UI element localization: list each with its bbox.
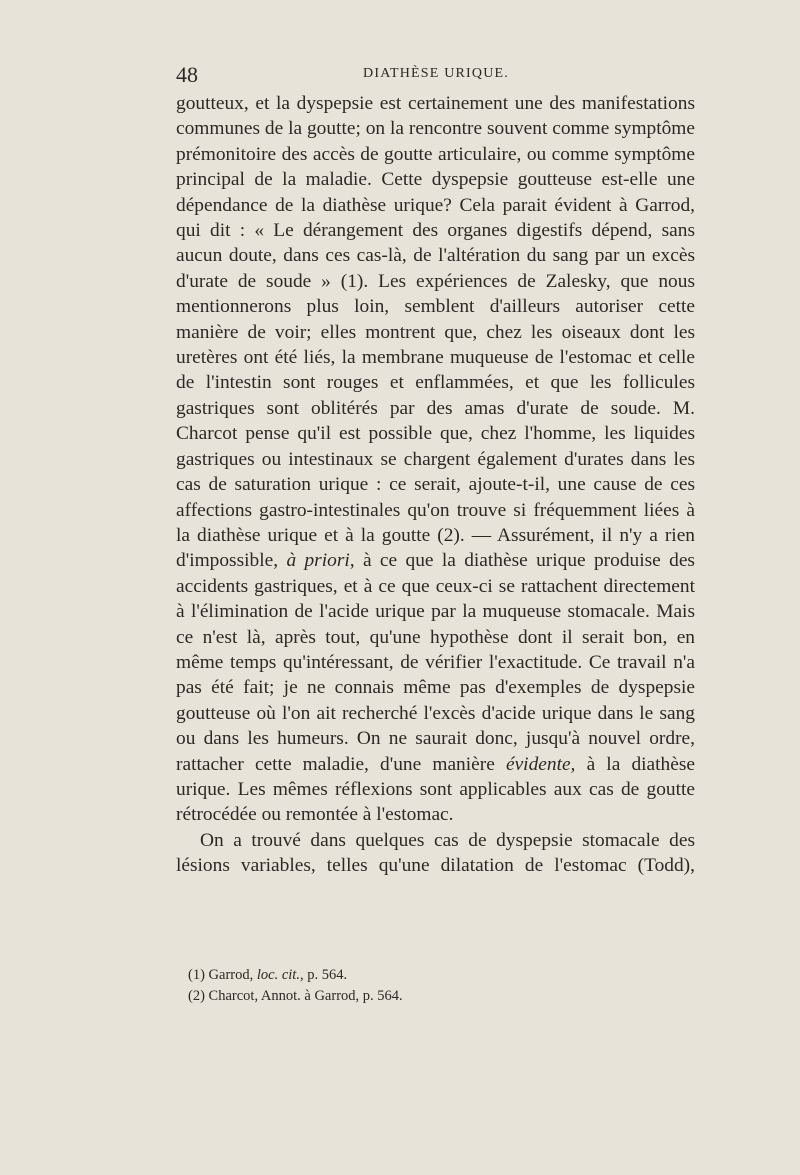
footnote (188, 986, 688, 1007)
footnote-text: Charcot, Annot. à Garrod, p. 564. (208, 988, 403, 1004)
paragraph-text: à la diathèse urique. Les mêmes réflexions sont applicables aux cas de goutte rétrocédée ou remontée à l'estomac. (176, 753, 695, 826)
running-title: DIATHÈSE URIQUE. (363, 66, 509, 81)
paragraph-text: à ce que la diathèse urique produise des accidents gastriques, et à ce que ceux-ci se rattachent directement à l'élimination de l'acide urique par la muqueuse stomacale. Mais ce n'est là, après tout, qu'une hypothèse dont il serait bon, en même temps qu'intéressant, de vérifier l'exactitude. Ce travail n'a pas été fait; je ne connais même pas d'exemples de dyspepsie goutteuse où l'on ait recherché l'excès d'acide urique dans le sang ou dans les humeurs. On ne saurait donc, jusqu'à nouvel ordre, rattacher cette maladie, d'une manière (176, 550, 695, 775)
page-number: 48 (176, 62, 198, 87)
footnote-text: p. 564. (307, 967, 348, 983)
paragraph: On a trouvé dans quelques cas de dyspepsie stomacale des lésions variables, telles qu'une dilatation de l'estomac (Todd), (176, 829, 695, 877)
paragraph (176, 91, 695, 828)
paragraph-text: goutteux, et la dyspepsie est certainement une des manifestations communes de la goutte; on la rencontre souvent comme symptôme prémonitoire des accès de goutte articulaire, ou comme symptôme principal de la maladie. Cette dyspepsie goutteuse est-elle une dépendance de la diathèse urique? Cela parait évident à Garrod, qui dit : « Le dérangement des organes digestifs dépend, sans aucun doute, dans ces cas-là, de l'altération du sang par un excès d'urate de soude » (1). Les expériences de Zalesky, que nous mentionnerons plus loin, semblent d'ailleurs autoriser cette manière de voir; elles montrent que, chez les oiseaux dont les uretères ont été liés, la membrane muqueuse de l'estomac et celle de l'intestin sont rouges et enflammées, et que les follicules gastriques sont oblitérés par des amas d'urate de soude. M. Charcot pense qu'il est possible que, chez l'homme, les liquides gastriques ou intestinaux se chargent également d'urates dans les cas de saturation urique : ce serait, ajoute-t-il, une cause de ces affections gastro-intestinales qu'on trouve si fréquemment liées à la diathèse urique et à la goutte (2). — Assurément, il n'y a rien d'impossible, (176, 93, 695, 572)
footnotes (188, 965, 688, 1007)
footnote (188, 965, 688, 986)
body-text (176, 91, 695, 879)
footnote-marker: (1) (188, 967, 205, 983)
italic-phrase: évidente, (505, 753, 576, 775)
footnote-italic: loc. cit., (256, 967, 304, 983)
footnote-marker: (2) (188, 988, 205, 1004)
footnote-text: Garrod, (208, 967, 254, 983)
page-header (176, 62, 696, 88)
italic-phrase: à priori, (286, 550, 355, 572)
